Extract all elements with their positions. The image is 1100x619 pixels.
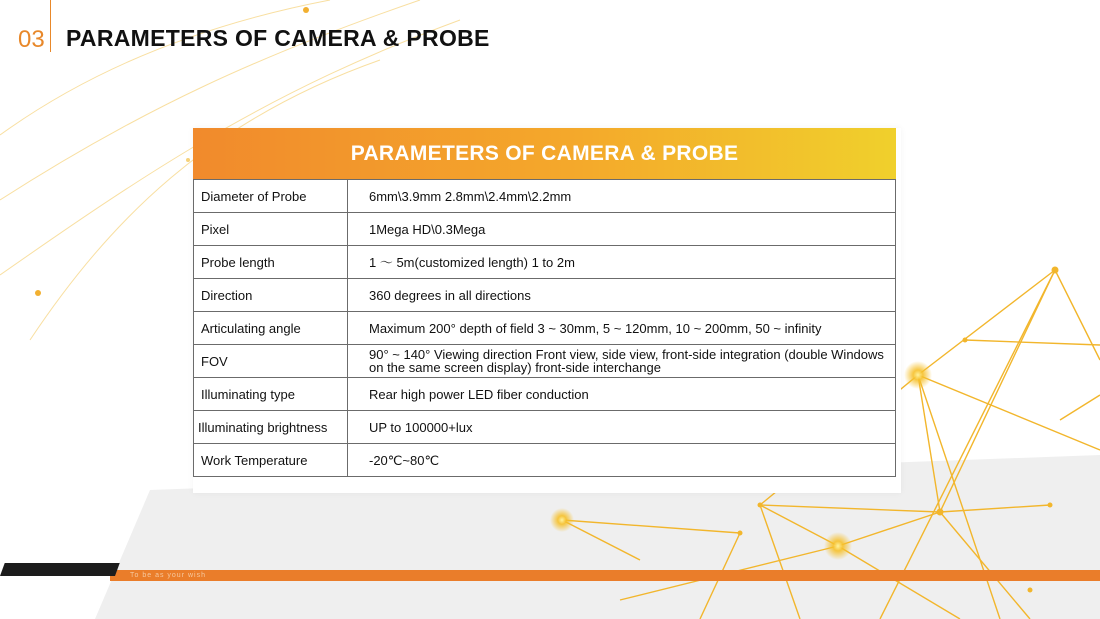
section-number: 03 — [18, 26, 45, 53]
table-banner — [193, 128, 896, 179]
param-label: FOV — [194, 345, 348, 378]
param-value: 1Mega HD\0.3Mega — [348, 213, 896, 246]
param-label: Direction — [194, 279, 348, 312]
table-row — [194, 180, 896, 213]
param-label: Illuminating brightness — [194, 411, 348, 444]
table-title: PARAMETERS OF CAMERA & PROBE — [350, 141, 739, 165]
footer-tagline: To be as your wish — [130, 572, 206, 579]
table-row — [194, 378, 896, 411]
param-label: Illuminating type — [194, 378, 348, 411]
table-row — [194, 246, 896, 279]
param-label: Articulating angle — [194, 312, 348, 345]
param-value: Maximum 200° depth of field 3 ~ 30mm, 5 ~ 120mm, 10 ~ 200mm, 50 ~ infinity — [348, 312, 896, 345]
param-label: Probe length — [194, 246, 348, 279]
param-value: Rear high power LED fiber conduction — [348, 378, 896, 411]
header-divider — [50, 0, 51, 52]
param-value: -20℃~80℃ — [348, 444, 896, 477]
page-title: PARAMETERS OF CAMERA & PROBE — [66, 25, 490, 51]
table-row — [194, 345, 896, 378]
param-value: 6mm\3.9mm 2.8mm\2.4mm\2.2mm — [348, 180, 896, 213]
param-label: Work Temperature — [194, 444, 348, 477]
parameters-table — [193, 179, 896, 477]
table-row — [194, 312, 896, 345]
table-row — [194, 279, 896, 312]
param-value: 360 degrees in all directions — [348, 279, 896, 312]
table-row — [194, 213, 896, 246]
param-label: Diameter of Probe — [194, 180, 348, 213]
parameters-card — [193, 128, 901, 493]
table-row — [194, 444, 896, 477]
param-label: Pixel — [194, 213, 348, 246]
footer-dark-bar — [0, 563, 120, 576]
param-value: 1 ～ 5m(customized length) 1 to 2m — [348, 246, 896, 279]
footer-bar — [110, 570, 1100, 581]
param-value: UP to 100000+lux — [348, 411, 896, 444]
param-value: 90° ~ 140° Viewing direction Front view, side view, front-side integration (double Windows on the same screen display) front-side interchange — [348, 345, 896, 378]
table-row — [194, 411, 896, 444]
